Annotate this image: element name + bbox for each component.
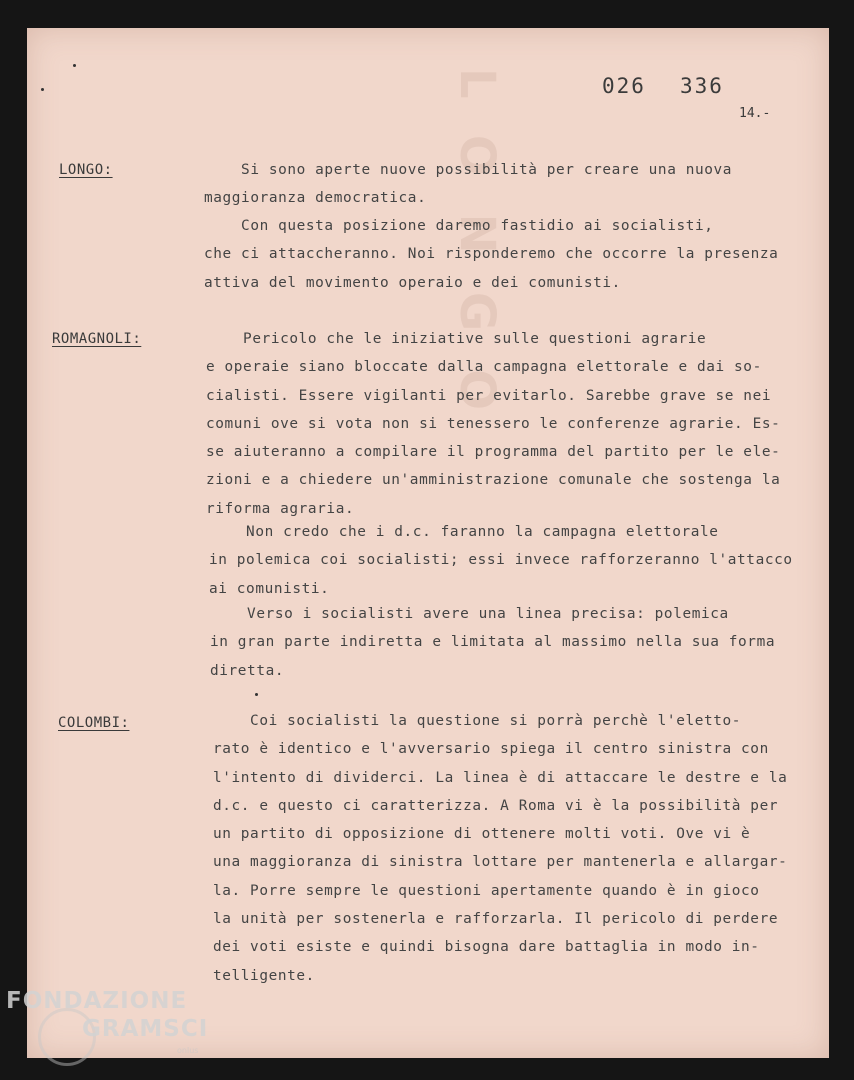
paragraph-romagnoli-1: Pericolo che le iniziative sulle questioni agrarie e operaie siano bloccate dalla campagna elettorale e dai so- cialisti. Essere vigilanti per evitarlo. Sarebbe grave se nei comuni ove si vota non si tenessero le conferenze agrarie. Es- se aiuteranno a compilare il programma del partito per le ele- zioni e a chiedere un'amministrazione comunale che sostenga la riforma agraria. — [206, 331, 781, 517]
logo-line2: GRAMSCI — [82, 1016, 209, 1042]
paragraph-colombi-1: Coi socialisti la questione si porrà perchè l'eletto- rato è identico e l'avversario spiega il centro sinistra con l'intento di dividerci. La linea è di attaccare le destre e la d.c. e questo ci caratterizza. A Roma vi è la possibilità per un partito di opposizione di ottenere molti voti. Ove vi è una maggioranza di sinistra lottare per mantenerla e allargar- la. Porre sempre le questioni apertamente quando è in gioco la unità per sostenerla e rafforzarla. Il pericolo di perdere dei voti esiste e quindi bisogna dare battaglia in modo in- telligente. — [213, 713, 788, 984]
logo-line3: onlus — [177, 1046, 199, 1055]
paragraph-longo-2: Con questa posizione daremo fastidio ai socialisti, che ci attaccheranno. Noi risponderemo che occorre la presenza attiva del movimento operaio e dei comunisti. — [204, 218, 779, 291]
archive-number — [602, 74, 758, 98]
document-page — [27, 28, 829, 1058]
ink-dot — [73, 64, 76, 67]
speaker-label-colombi: COLOMBI: — [58, 715, 130, 731]
page-number: 14.- — [739, 106, 771, 121]
fondazione-gramsci-logo — [2, 986, 232, 1076]
ink-dot — [255, 693, 258, 696]
paragraph-romagnoli-2: Non credo che i d.c. faranno la campagna elettorale in polemica coi socialisti; essi invece rafforzeranno l'attacco ai comunisti. — [209, 524, 793, 597]
logo-line1: FONDAZIONE — [6, 988, 188, 1014]
speaker-label-longo: LONGO: — [59, 162, 113, 178]
ink-dot — [41, 88, 44, 91]
archive-number-part2: 336 — [679, 74, 724, 98]
paragraph-longo-1: Si sono aperte nuove possibilità per creare una nuova maggioranza democratica. — [204, 162, 733, 207]
speaker-label-romagnoli: ROMAGNOLI: — [52, 331, 142, 347]
archive-number-part1: 026 — [602, 74, 646, 98]
paragraph-romagnoli-3: Verso i socialisti avere una linea precisa: polemica in gran parte indiretta e limitata al massimo nella sua forma diretta. — [210, 606, 776, 679]
longo-watermark: LONGO — [449, 68, 505, 449]
